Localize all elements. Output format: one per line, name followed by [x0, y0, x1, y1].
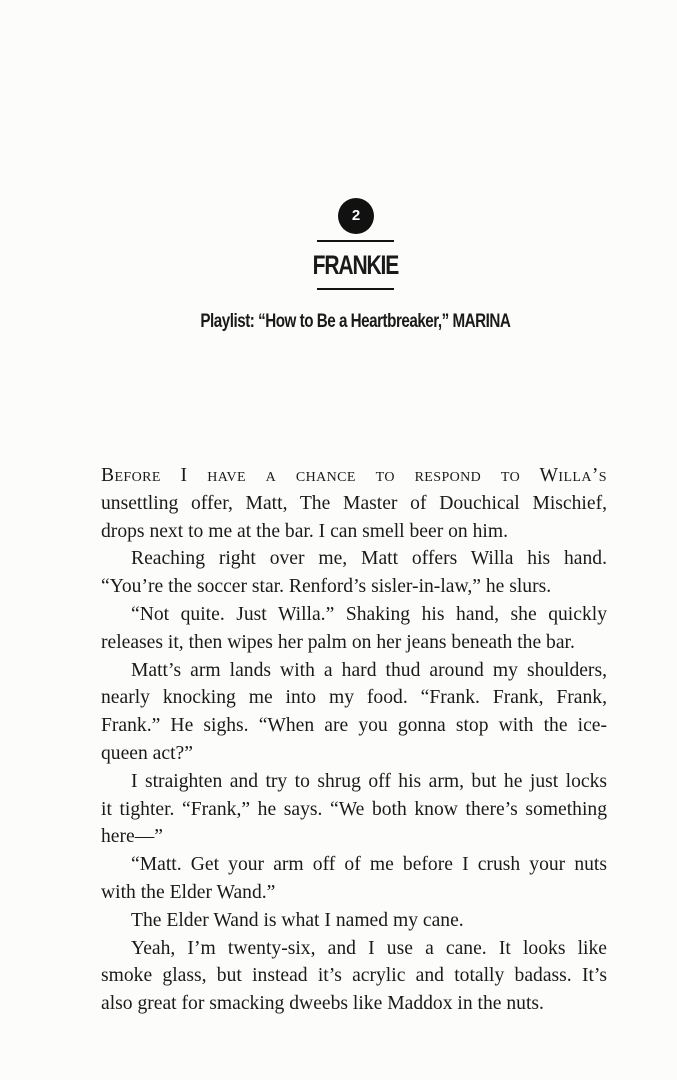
chapter-body	[101, 462, 607, 1018]
title-rule-bottom	[317, 288, 394, 290]
body-line: also great for smacking dweebs like Maddox in the nuts.	[101, 993, 544, 1015]
body-line: The Elder Wand is what I named my cane.	[131, 909, 464, 931]
chapter-title: FRANKIE	[312, 250, 399, 280]
body-line: I straighten and try to shrug off his arm, but he just locks	[131, 770, 607, 792]
opening-small-caps: Before I have a chance to respond to Willa’s	[101, 465, 607, 486]
body-line: nearly knocking me into my food. “Frank. Frank, Frank,	[101, 687, 607, 709]
chapter-number-badge: 2	[338, 198, 374, 234]
body-line	[101, 462, 607, 490]
body-line: queen act?”	[101, 742, 193, 764]
body-line: drops next to me at the bar. I can smell beer on him.	[101, 520, 509, 542]
body-line: it tighter. “Frank,” he says. “We both know there’s something	[101, 798, 607, 820]
body-line: “Not quite. Just Willa.” Shaking his hand, she quickly	[131, 603, 607, 625]
playlist-line: Playlist: “How to Be a Heartbreaker,” MARINA	[200, 311, 511, 332]
body-line: releases it, then wipes her palm on her jeans beneath the bar.	[101, 631, 575, 653]
body-line: Matt’s arm lands with a hard thud around my shoulders,	[131, 659, 607, 681]
body-line: with the Elder Wand.”	[101, 881, 276, 903]
body-line: Yeah, I’m twenty-six, and I use a cane. It looks like	[131, 937, 607, 959]
body-line: “Matt. Get your arm off of me before I crush your nuts	[131, 854, 607, 876]
body-line: Frank.” He sighs. “When are you gonna stop with the ice-	[101, 715, 607, 737]
body-line: here—”	[101, 826, 164, 848]
body-line: Reaching right over me, Matt offers Willa his hand.	[131, 548, 607, 570]
title-rule-top	[317, 240, 394, 242]
body-line: unsettling offer, Matt, The Master of Douchical Mischief,	[101, 492, 607, 514]
body-line: smoke glass, but instead it’s acrylic and totally badass. It’s	[101, 965, 607, 987]
body-line: “You’re the soccer star. Renford’s sisler-in-law,” he slurs.	[101, 576, 552, 598]
